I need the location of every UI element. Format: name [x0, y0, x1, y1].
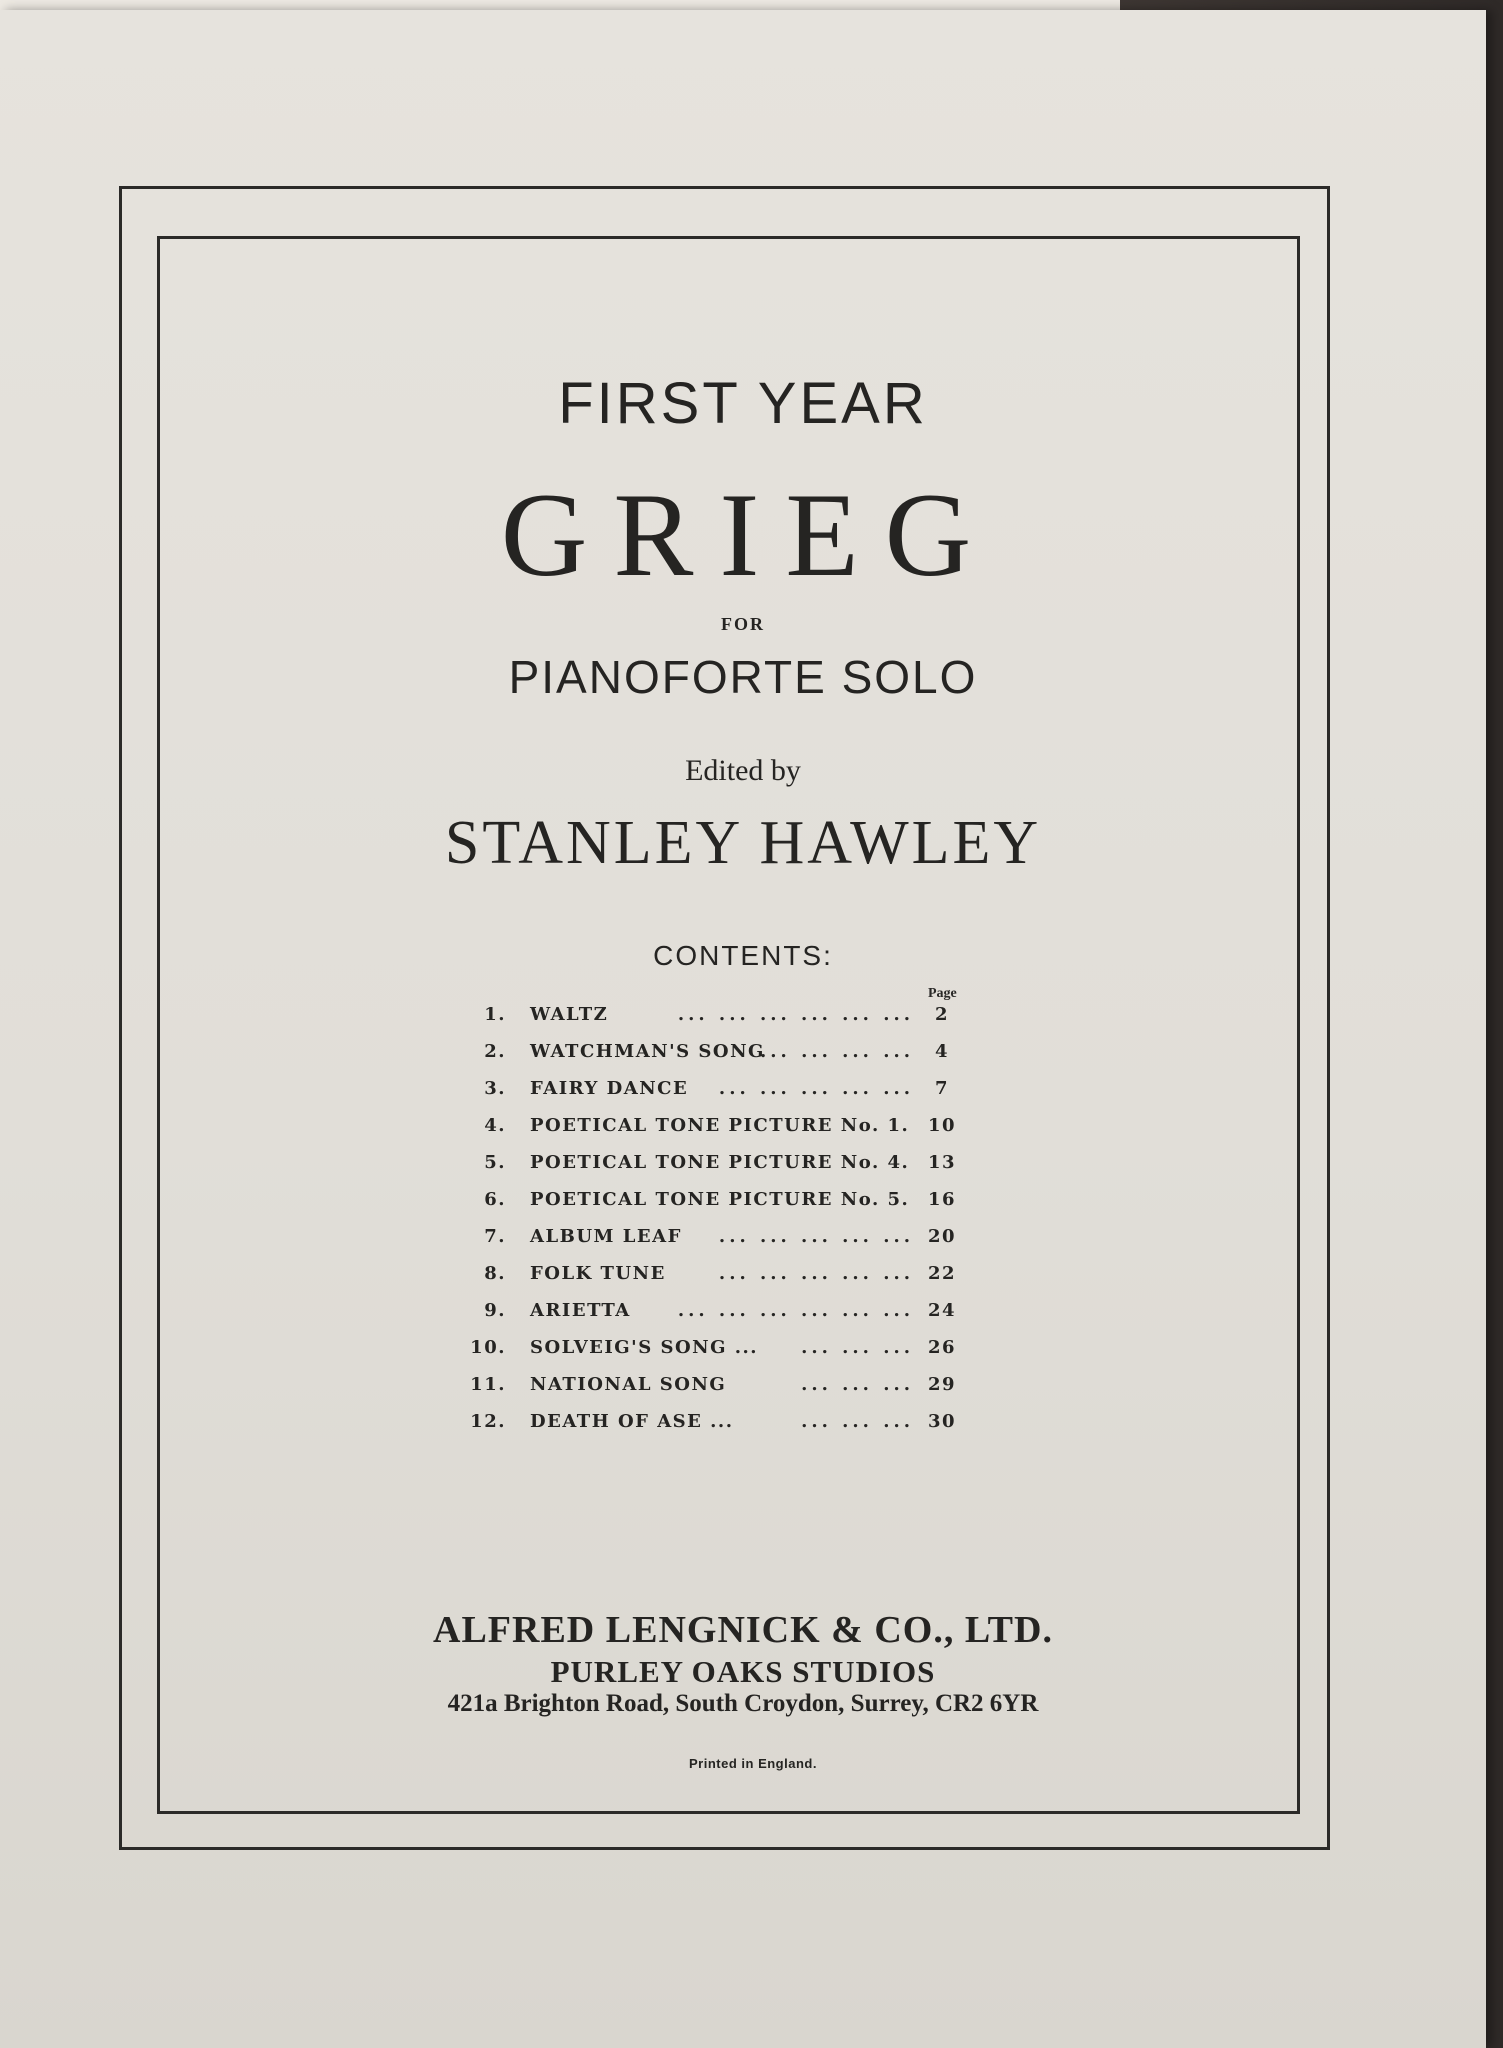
contents-item-page: 26 — [927, 1337, 957, 1358]
printed-in-note: Printed in England. — [689, 1756, 817, 1771]
contents-item-page: 20 — [927, 1226, 957, 1247]
list-item — [470, 1331, 958, 1368]
edited-by-label: Edited by — [685, 754, 801, 787]
list-item — [478, 1257, 958, 1294]
contents-item-number: 12. — [470, 1411, 506, 1432]
list-item — [478, 1072, 958, 1109]
contents-item-page: 16 — [927, 1189, 957, 1210]
contents-item-title: POETICAL TONE PICTURE No. 4. — [530, 1152, 910, 1173]
page-column-label: Page — [928, 986, 957, 1001]
contents-item-title: DEATH OF ASE ... — [530, 1411, 734, 1432]
contents-item-number: 5. — [484, 1152, 506, 1173]
contents-item-page: 7 — [934, 1078, 950, 1099]
contents-item-number: 3. — [484, 1078, 506, 1099]
contents-item-number: 4. — [484, 1115, 506, 1136]
contents-item-title: ARIETTA — [530, 1300, 631, 1321]
contents-item-title: NATIONAL SONG — [530, 1374, 727, 1395]
contents-item-number: 1. — [484, 1004, 506, 1025]
contents-item-page: 10 — [927, 1115, 957, 1136]
list-item — [478, 1183, 958, 1220]
list-item — [478, 998, 958, 1035]
list-item — [478, 1146, 958, 1183]
contents-item-number: 2. — [484, 1041, 506, 1062]
contents-item-number: 11. — [470, 1374, 506, 1395]
contents-item-leader: ... ... ... ... ... — [718, 1078, 914, 1099]
list-item — [470, 1405, 958, 1442]
instrument-title: PIANOFORTE SOLO — [508, 651, 978, 703]
for-label: FOR — [721, 614, 765, 634]
cover-page — [0, 10, 1486, 2048]
contents-item-title: WALTZ — [530, 1004, 609, 1025]
list-item — [478, 1035, 958, 1072]
list-item — [478, 1220, 958, 1257]
contents-item-page: 2 — [934, 1004, 950, 1025]
contents-item-page: 22 — [927, 1263, 957, 1284]
contents-heading: CONTENTS: — [653, 940, 833, 971]
contents-item-leader: ... ... ... ... ... — [718, 1226, 914, 1247]
contents-item-leader: ... ... ... ... — [760, 1041, 914, 1062]
contents-list — [470, 998, 958, 1442]
contents-item-title: SOLVEIG'S SONG ... — [530, 1337, 759, 1358]
contents-item-page: 24 — [927, 1300, 957, 1321]
series-title: FIRST YEAR — [558, 371, 928, 436]
contents-item-leader: ... ... ... ... ... ... — [677, 1300, 914, 1321]
contents-item-title: ALBUM LEAF — [530, 1226, 682, 1247]
contents-item-title: POETICAL TONE PICTURE No. 5. — [530, 1189, 910, 1210]
contents-item-leader: ... ... ... ... ... — [718, 1263, 914, 1284]
contents-item-title: WATCHMAN'S SONG — [530, 1041, 765, 1062]
contents-item-number: 7. — [484, 1226, 506, 1247]
list-item — [470, 1368, 958, 1405]
contents-item-title: FAIRY DANCE — [530, 1078, 689, 1099]
contents-item-number: 10. — [470, 1337, 506, 1358]
contents-item-leader: ... ... ... — [801, 1337, 914, 1358]
contents-item-page: 29 — [927, 1374, 957, 1395]
contents-item-title: FOLK TUNE — [530, 1263, 666, 1284]
contents-item-number: 9. — [484, 1300, 506, 1321]
contents-item-title: POETICAL TONE PICTURE No. 1. — [530, 1115, 910, 1136]
contents-item-page: 30 — [927, 1411, 957, 1432]
contents-item-leader: ... ... ... — [801, 1374, 914, 1395]
contents-item-page: 13 — [927, 1152, 957, 1173]
list-item — [478, 1109, 958, 1146]
contents-item-number: 6. — [484, 1189, 506, 1210]
editor-name: STANLEY HAWLEY — [444, 809, 1042, 877]
publisher-address: 421a Brighton Road, South Croydon, Surrey, CR2 6YR — [447, 1690, 1039, 1717]
contents-item-leader: ... ... ... — [801, 1411, 914, 1432]
composer-title: GRIEG — [500, 468, 998, 601]
publisher-studios: PURLEY OAKS STUDIOS — [550, 1654, 936, 1689]
publisher-name: ALFRED LENGNICK & CO., LTD. — [433, 1609, 1053, 1651]
contents-item-leader: ... ... ... ... ... ... — [677, 1004, 914, 1025]
contents-item-number: 8. — [484, 1263, 506, 1284]
contents-item-page: 4 — [934, 1041, 950, 1062]
list-item — [478, 1294, 958, 1331]
